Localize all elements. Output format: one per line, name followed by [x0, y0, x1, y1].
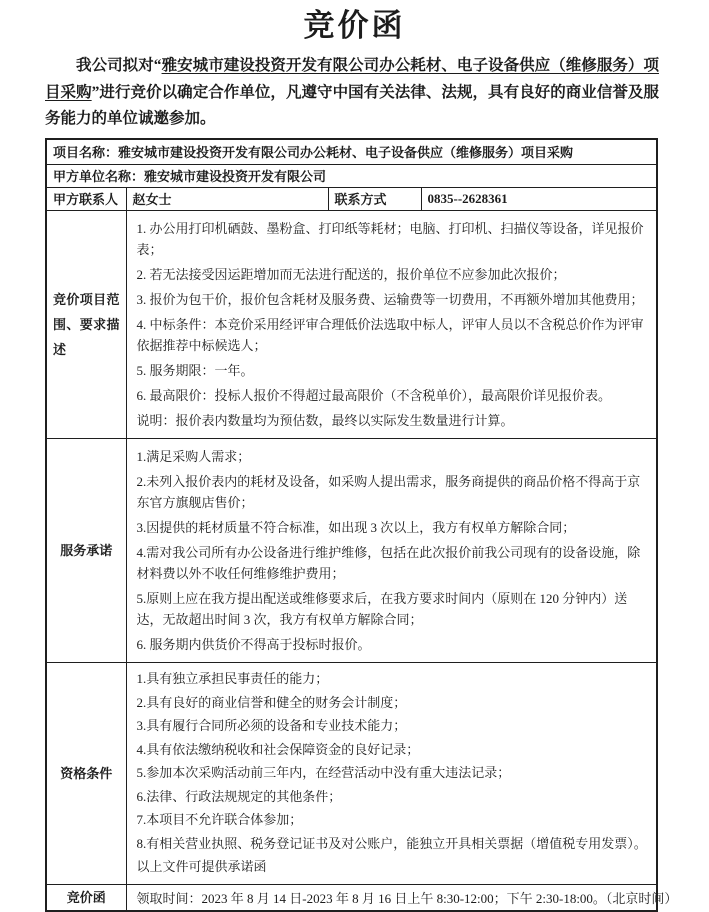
qualification-item: 7.本项目不允许联合体参加；	[136, 812, 303, 827]
scope-note: 说明：报价表内数量均为预估数，最终以实际发生数量进行计算。	[136, 412, 514, 428]
service-content	[126, 438, 657, 662]
letter-label: 竞价函	[46, 884, 126, 911]
service-commitment-row	[46, 438, 657, 662]
qualification-item: 1.具有独立承担民事责任的能力；	[136, 671, 329, 686]
scope-item: 4. 中标条件：本竞价采用经评审合理低价法选取中标人，评审人员以不含税总价作为评审依据推荐中标候选人；	[136, 316, 644, 353]
service-label: 服务承诺	[46, 438, 126, 662]
party-a-cell	[46, 164, 657, 187]
party-a-value: 雅安城市建设投资开发有限公司	[144, 169, 327, 184]
intro-paragraph	[45, 53, 659, 133]
party-a-label: 甲方单位名称：	[53, 169, 145, 184]
qualification-item: 3.具有履行合同所必须的设备和专业技术能力；	[136, 718, 407, 733]
contact-name-cell: 赵女士	[126, 187, 328, 210]
party-a-row	[46, 164, 657, 187]
scope-content	[126, 210, 657, 438]
service-item: 1.满足采购人需求；	[136, 448, 251, 464]
scope-row	[46, 210, 657, 438]
project-name-value: 雅安城市建设投资开发有限公司办公耗材、电子设备供应（维修服务）项目采购	[118, 145, 574, 161]
bidding-info-table	[45, 138, 678, 912]
letter-pickup-time: 领取时间：2023 年 8 月 14 日-2023 年 8 月 16 日上午 8:30-12:00；下午 2:30-18:00。（北京时间）	[126, 884, 657, 911]
service-item: 2.未列入报价表内的耗材及设备，如采购人提出需求，服务商提供的商品价格不得高于京东官方旗舰店售价；	[136, 473, 641, 510]
document-title: 竞价函	[303, 8, 406, 43]
project-name-cell	[46, 139, 657, 164]
service-item: 5.原则上应在我方提出配送或维修要求后，在我方要求时间内（原则在 120 分钟内）送达，无故超出时间 3 次，我方有权单方解除合同；	[136, 590, 628, 627]
scope-label: 竞价项目范围、要求描述	[46, 210, 126, 438]
qualification-item: 2.具有良好的商业信誉和健全的财务会计制度；	[136, 694, 407, 710]
qualification-item: 8.有相关营业执照、税务登记证书及对公账户，能独立开具相关票据（增值税专用发票）。	[136, 835, 647, 851]
project-name-row	[46, 139, 657, 164]
project-name-label: 项目名称：	[53, 145, 119, 161]
qualification-item: 6.法律、行政法规规定的其他条件；	[136, 788, 342, 804]
scope-item: 5. 服务期限：一年。	[136, 362, 254, 378]
qualification-footnote: 以上文件可提供承诺函	[136, 859, 267, 874]
scope-item: 3. 报价为包干价，报价包含耗材及服务费、运输费等一切费用，不再额外增加其他费用；	[136, 291, 644, 307]
scope-item: 6. 最高限价：投标人报价不得超过最高限价（不含税单价），最高限价详见报价表。	[136, 387, 612, 403]
intro-underlined-project-name: 雅安城市建设投资开发有限公司办公耗材、电子设备供应（维修服务）项目采购	[45, 57, 659, 101]
service-item: 4.需对我公司所有办公设备进行维护维修，包括在此次报价前我公司现有的设备设施，除材料费以外不收任何维修维护费用；	[136, 544, 641, 581]
scope-item: 2. 若无法接受因运距增加而无法进行配送的，报价单位不应参加此次报价；	[136, 266, 566, 282]
qualification-item: 4.具有依法缴纳税收和社会保障资金的良好记录；	[136, 741, 420, 757]
qualification-row	[46, 662, 657, 884]
service-item: 3.因提供的耗材质量不符合标准，如出现 3 次以上，我方有权单方解除合同；	[136, 519, 576, 535]
qualification-content	[126, 662, 657, 884]
intro-prefix: 我公司拟对“	[76, 57, 162, 74]
contact-label-cell: 甲方联系人	[46, 187, 126, 210]
contact-method-label-cell: 联系方式	[328, 187, 421, 210]
letter-pickup-row	[46, 884, 657, 911]
scope-item: 1. 办公用打印机硒鼓、墨粉盒、打印纸等耗材；电脑、打印机、扫描仪等设备，详见报价表；	[136, 220, 644, 257]
qualification-label: 资格条件	[46, 662, 126, 884]
contact-row	[46, 187, 657, 210]
intro-suffix: ”进行竞价以确定合作单位，凡遵守中国有关法律、法规，具有良好的商业信誉及服务能力的单位诚邀参加。	[45, 83, 659, 127]
service-item: 6. 服务期内供货价不得高于投标时报价。	[136, 636, 371, 652]
contact-phone-cell: 0835--2628361	[421, 187, 657, 210]
qualification-item: 5.参加本次采购活动前三年内，在经营活动中没有重大违法记录；	[136, 765, 511, 780]
